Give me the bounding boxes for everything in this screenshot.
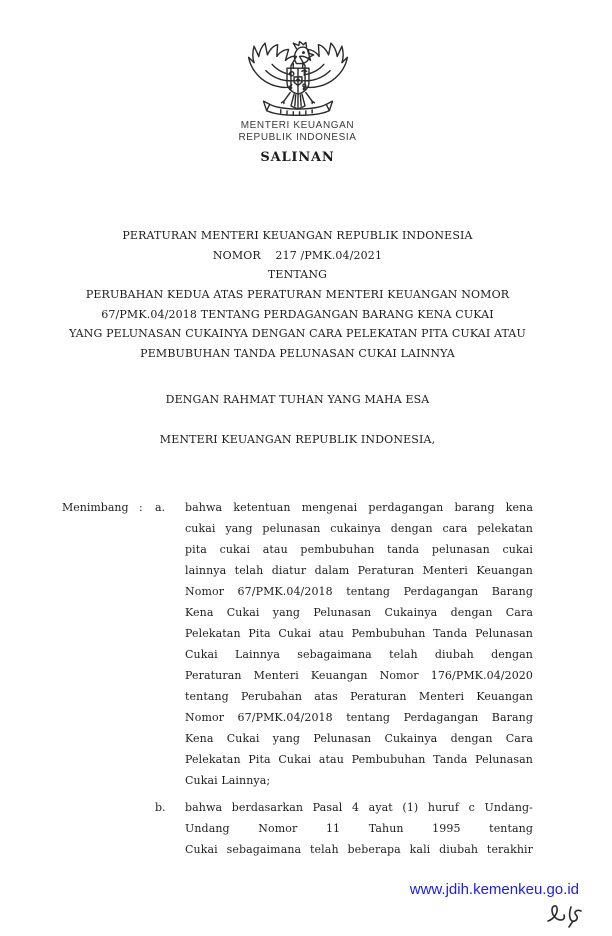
title-line: YANG PELUNASAN CUKAINYA DENGAN CARA PELEKATAN PITA CUKAI ATAU bbox=[69, 327, 526, 341]
title-line-number: NOMOR 217 /PMK.04/2021 bbox=[212, 248, 383, 262]
consideration-item-a bbox=[155, 497, 533, 791]
regulation-title bbox=[62, 226, 533, 364]
jdih-watermark-link[interactable]: www.jdih.kemenkeu.go.id bbox=[409, 881, 579, 898]
item-marker: b. bbox=[155, 801, 166, 814]
consideration-line: lainnya telah diatur dalam Peraturan Menteri Keuangan bbox=[185, 564, 533, 577]
title-line: 67/PMK.04/2018 TENTANG PERDAGANGAN BARANG KENA CUKAI bbox=[101, 307, 494, 321]
ministry-name-line1: MENTERI KEUANGAN bbox=[240, 120, 355, 131]
title-line: TENTANG bbox=[267, 268, 328, 282]
consideration-line: Kena Cukai yang Pelunasan Cukainya dengan Cara bbox=[185, 606, 533, 619]
considerations-section bbox=[62, 497, 533, 860]
consideration-line: bahwa berdasarkan Pasal 4 ayat (1) huruf c Undang- bbox=[185, 801, 533, 814]
consideration-line: Nomor 67/PMK.04/2018 tentang Perdagangan Barang bbox=[185, 585, 533, 598]
consideration-line: Pelekatan Pita Cukai atau Pembubuhan Tanda Pelunasan bbox=[185, 753, 533, 766]
garuda-pancasila-emblem bbox=[246, 40, 350, 120]
consideration-line: Cukai Lainnya sebagaimana telah diubah dengan bbox=[185, 648, 533, 661]
consideration-line: tentang Perubahan atas Peraturan Menteri Keuangan bbox=[185, 690, 533, 703]
authority-line: MENTERI KEUANGAN REPUBLIK INDONESIA, bbox=[159, 433, 436, 446]
consideration-line: Undang Nomor 11 Tahun 1995 tentang bbox=[185, 822, 533, 835]
invocation-line: DENGAN RAHMAT TUHAN YANG MAHA ESA bbox=[165, 393, 430, 406]
item-marker: a. bbox=[155, 501, 166, 514]
consideration-line: Cukai Lainnya; bbox=[185, 774, 271, 787]
consideration-line: Cukai sebagaimana telah beberapa kali diubah terakhir bbox=[185, 843, 533, 856]
consideration-item-b bbox=[155, 797, 533, 860]
consideration-line: cukai yang pelunasan cukainya dengan cara pelekatan bbox=[185, 522, 533, 535]
consideration-line: Pelekatan Pita Cukai atau Pembubuhan Tanda Pelunasan bbox=[185, 627, 533, 640]
menimbang-label: Menimbang bbox=[62, 501, 129, 514]
letterhead bbox=[62, 40, 533, 165]
title-line: PERATURAN MENTERI KEUANGAN REPUBLIK INDONESIA bbox=[122, 229, 473, 242]
title-line: PERUBAHAN KEDUA ATAS PERATURAN MENTERI KEUANGAN NOMOR bbox=[85, 288, 510, 302]
ministry-name-line2: REPUBLIK INDONESIA bbox=[238, 132, 357, 143]
consideration-line: Peraturan Menteri Keuangan Nomor 176/PMK.04/2020 bbox=[185, 669, 533, 682]
consideration-line: pita cukai atau pembubuhan tanda pelunasan cukai bbox=[185, 543, 533, 556]
consideration-line: Kena Cukai yang Pelunasan Cukainya dengan Cara bbox=[185, 732, 533, 745]
consideration-line: Nomor 67/PMK.04/2018 tentang Perdagangan Barang bbox=[185, 711, 533, 724]
handwritten-initials-icon bbox=[544, 901, 584, 929]
copy-stamp-label: SALINAN bbox=[260, 150, 335, 165]
title-line: PEMBUBUHAN TANDA PELUNASAN CUKAI LAINNYA bbox=[140, 347, 455, 361]
menimbang-colon: : bbox=[139, 501, 143, 514]
consideration-line: bahwa ketentuan mengenai perdagangan barang kena bbox=[185, 501, 533, 514]
